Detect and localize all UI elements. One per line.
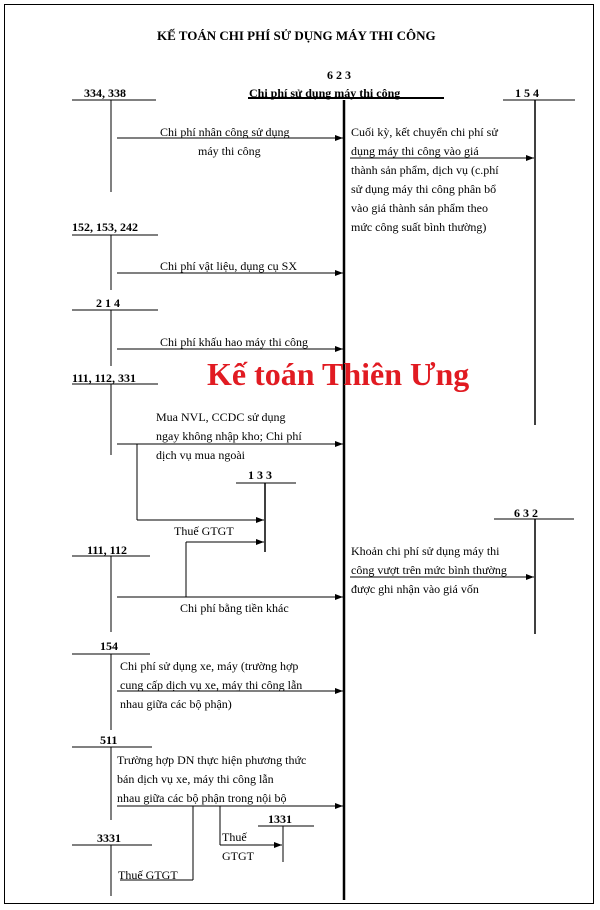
label-closing-5: vào giá thành sản phẩm theo — [351, 201, 488, 215]
label-closing-1: Cuối kỳ, kết chuyển chi phí sử — [351, 125, 498, 139]
account-3331: 3331 — [97, 831, 121, 845]
account-111-112-331: 111, 112, 331 — [72, 371, 137, 385]
label-closing-6: mức công suất bình thường) — [351, 220, 487, 234]
label-vat-in: Thuế GTGT — [174, 524, 234, 538]
label-purchase-3: dịch vụ mua ngoài — [156, 448, 245, 462]
label-vat-1331-1: Thuế — [222, 830, 247, 844]
label-internal-sale-1: Trường hợp DN thực hiện phương thức — [117, 753, 307, 767]
label-closing-2: dụng máy thi công vào giá — [351, 144, 479, 158]
label-labor-2: máy thi công — [198, 144, 261, 158]
account-111-112: 111, 112 — [87, 543, 128, 557]
label-vehicles-2: cung cấp dịch vụ xe, máy thi công lẫn — [120, 678, 303, 692]
label-excess-1: Khoản chi phí sử dụng máy thi — [351, 544, 500, 558]
label-closing-4: sử dụng máy thi công phân bổ — [351, 182, 497, 196]
watermark: Kế toán Thiên Ưng — [207, 356, 470, 392]
account-511: 511 — [100, 733, 118, 747]
label-internal-sale-2: bán dịch vụ xe, máy thi công lẫn — [117, 772, 274, 786]
account-1331: 1331 — [268, 812, 292, 826]
label-other-cash: Chi phí bằng tiền khác — [180, 601, 289, 615]
account-632: 6 3 2 — [514, 506, 538, 520]
label-vehicles-3: nhau giữa các bộ phận) — [120, 697, 232, 711]
account-623-code: 6 2 3 — [327, 68, 351, 82]
account-623-name: Chi phí sử dụng máy thi công — [249, 86, 401, 100]
label-labor-1: Chi phí nhân công sử dụng — [160, 125, 290, 139]
label-excess-3: được ghi nhận vào giá vốn — [351, 582, 479, 596]
label-vat-1331-2: GTGT — [222, 849, 254, 863]
account-152-153-242: 152, 153, 242 — [72, 220, 138, 234]
label-purchase-2: ngay không nhập kho; Chi phí — [156, 429, 302, 443]
label-vehicles-1: Chi phí sử dụng xe, máy (trường hợp — [120, 659, 299, 673]
label-vat-out: Thuế GTGT — [118, 868, 178, 882]
account-154-top: 1 5 4 — [515, 86, 539, 100]
account-214: 2 1 4 — [96, 296, 120, 310]
label-materials: Chi phí vật liệu, dụng cụ SX — [160, 259, 297, 273]
label-excess-2: công vượt trên mức bình thường — [351, 563, 507, 577]
label-closing-3: thành sản phẩm, dịch vụ (c.phí — [351, 163, 499, 177]
account-334-338: 334, 338 — [84, 86, 126, 100]
label-internal-sale-3: nhau giữa các bộ phận trong nội bộ — [117, 791, 287, 805]
account-133: 1 3 3 — [248, 468, 272, 482]
diagram-title: KẾ TOÁN CHI PHÍ SỬ DỤNG MÁY THI CÔNG — [157, 28, 436, 43]
label-purchase-1: Mua NVL, CCDC sử dụng — [156, 410, 286, 424]
label-depreciation: Chi phí khấu hao máy thi công — [160, 335, 308, 349]
account-154: 154 — [100, 639, 118, 653]
